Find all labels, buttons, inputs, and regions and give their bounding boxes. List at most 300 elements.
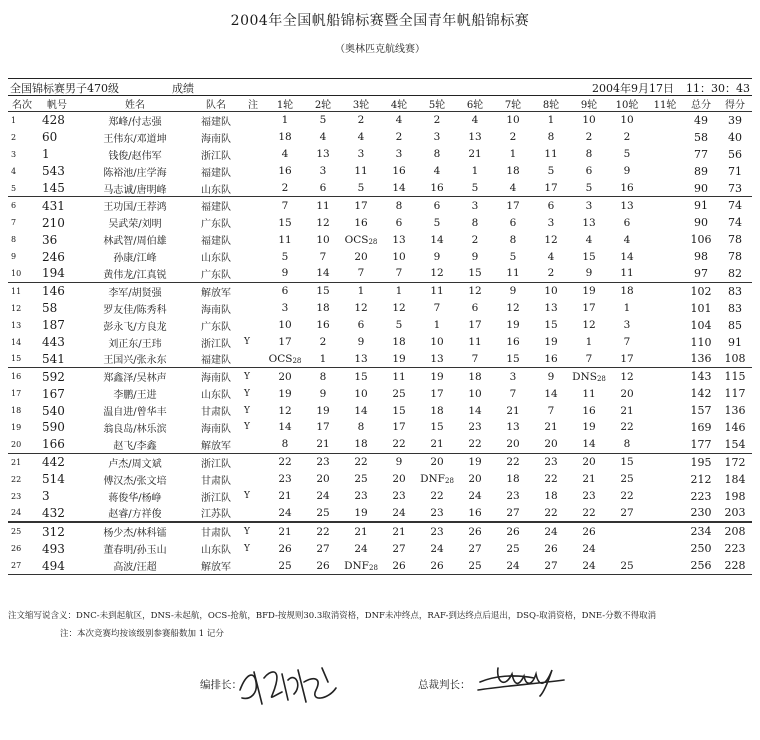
race-score-cell: 21 <box>468 148 482 161</box>
race-score-cell: 15 <box>278 216 292 229</box>
race-score-cell <box>646 163 684 180</box>
race-score-cell: 2 <box>509 131 517 144</box>
race-score-cell: 6 <box>395 216 403 229</box>
race-score-cell: 23 <box>532 453 570 470</box>
sail-number-cell: 514 <box>42 472 65 487</box>
net-score-cell: 78 <box>728 250 742 264</box>
race-score-cell <box>646 214 684 231</box>
race-score-cell: 15 <box>544 319 558 332</box>
net-score-cell: 117 <box>724 387 746 401</box>
result-row <box>8 471 752 488</box>
race-score-cell: 12 <box>608 368 646 385</box>
column-header: 得分 <box>718 96 752 112</box>
race-score-cell: 6 <box>357 319 365 332</box>
race-score-cell: 15 <box>342 368 380 385</box>
race-score-cell: 10 <box>582 114 596 127</box>
race-score-cell: 12 <box>544 233 558 246</box>
race-score-cell: 8 <box>585 148 593 161</box>
race-score-cell: 10 <box>532 282 570 299</box>
race-score-cell: 26 <box>304 557 342 574</box>
total-score-cell: 142 <box>690 387 712 401</box>
race-score-cell: 12 <box>316 216 330 229</box>
race-score-cell: 22 <box>620 421 634 434</box>
race-score-cell: 27 <box>532 557 570 574</box>
team-cell: 福建队 <box>201 355 231 367</box>
note-cell: Y <box>244 388 250 399</box>
race-score-cell: 21 <box>266 522 304 540</box>
total-score-cell: 223 <box>690 489 712 503</box>
race-score-cell: 21 <box>506 404 520 417</box>
race-score-cell: 17 <box>430 387 444 400</box>
result-row <box>8 282 752 299</box>
race-score-cell: 25 <box>506 542 520 555</box>
crew-name-cell: 赵飞/李鑫 <box>113 440 157 452</box>
result-row <box>8 129 752 146</box>
race-score-cell: 22 <box>266 453 304 470</box>
race-score-cell: 21 <box>278 490 292 503</box>
race-score-cell: 9 <box>471 250 479 263</box>
note-cell <box>240 265 266 282</box>
race-score-cell: 11 <box>418 282 456 299</box>
team-cell: 海南队 <box>192 368 240 385</box>
race-score-cell: 17 <box>316 421 330 434</box>
race-score-cell: 8 <box>547 131 555 144</box>
team-cell: 海南队 <box>201 423 231 435</box>
race-score-cell: 27 <box>468 542 482 555</box>
race-score-cell: 26 <box>494 522 532 540</box>
note-cell: Y <box>240 522 266 540</box>
race-score-cell: 10 <box>278 319 292 332</box>
crew-name-cell: 彭永飞/方良龙 <box>103 321 167 333</box>
crew-name-cell: 刘正东/王玮 <box>108 338 162 350</box>
race-score-cell: 21 <box>380 522 418 540</box>
note-cell <box>240 129 266 146</box>
sail-number-cell: 60 <box>42 130 58 145</box>
result-row <box>8 488 752 505</box>
total-score-cell: 91 <box>684 197 718 214</box>
race-score-cell <box>646 300 684 317</box>
result-row <box>8 163 752 180</box>
rank-cell: 8 <box>11 235 17 245</box>
note-cell: Y <box>244 491 250 502</box>
crew-name-cell: 卢杰/周文斌 <box>78 453 192 470</box>
race-score-cell: 7 <box>471 352 479 365</box>
race-score-cell: 21 <box>430 438 444 451</box>
race-score-cell: 15 <box>304 282 342 299</box>
column-header: 9轮 <box>570 96 608 112</box>
race-score-cell: 16 <box>278 165 292 178</box>
race-score-cell: 2 <box>319 336 327 349</box>
race-score-cell: 2 <box>623 131 631 144</box>
team-cell: 福建队 <box>201 116 231 128</box>
race-score-cell: 8 <box>281 438 289 451</box>
race-score-cell: 13 <box>544 302 558 315</box>
race-score-cell: 10 <box>506 114 520 127</box>
race-score-cell: 4 <box>319 131 327 144</box>
race-score-cell: 7 <box>547 404 555 417</box>
race-score-cell: 19 <box>544 336 558 349</box>
crew-name-cell: 陈裕池/庄学海 <box>103 167 167 179</box>
rank-cell: 11 <box>8 282 36 299</box>
race-score-cell: 9 <box>494 282 532 299</box>
race-score-cell: 11 <box>304 197 342 214</box>
race-score-cell: 18 <box>430 404 444 417</box>
race-score-cell: 23 <box>418 522 456 540</box>
crew-name-cell: 郑峰/付志强 <box>108 116 162 128</box>
race-score-cell: 5 <box>357 182 365 194</box>
total-score-cell: 97 <box>694 266 708 280</box>
total-score-cell: 89 <box>694 164 708 178</box>
race-score-cell: 12 <box>430 267 444 280</box>
race-score-cell: 1 <box>585 336 593 349</box>
race-score-cell: 24 <box>494 557 532 574</box>
column-header: 2轮 <box>304 96 342 112</box>
race-score-cell: $OCS_{28}$ <box>268 352 302 365</box>
result-row <box>8 453 752 470</box>
info-bar <box>8 80 752 94</box>
results-label: 成绩 <box>172 82 194 95</box>
race-score-cell: 11 <box>278 233 292 246</box>
race-score-cell: 13 <box>582 216 596 229</box>
total-score-cell: 104 <box>690 318 712 332</box>
race-score-cell: 4 <box>509 182 517 194</box>
crew-name-cell: 温自进/曾华丰 <box>103 407 167 419</box>
sail-number-cell: 167 <box>42 386 65 401</box>
result-row <box>8 180 752 197</box>
column-header: 1轮 <box>266 96 304 112</box>
race-score-cell: 23 <box>506 490 520 503</box>
race-score-cell: 1 <box>547 114 555 127</box>
race-score-cell: 21 <box>620 404 634 417</box>
race-score-cell: 17 <box>468 319 482 332</box>
race-score-cell: 4 <box>585 233 593 246</box>
team-cell: 福建队 <box>201 236 231 248</box>
race-score-cell: 14 <box>468 404 482 417</box>
sail-number-cell: 592 <box>36 368 78 385</box>
team-cell: 广东队 <box>201 269 231 281</box>
race-score-cell: 8 <box>357 421 365 434</box>
race-score-cell <box>608 522 646 540</box>
race-score-cell: 11 <box>620 267 634 280</box>
race-score-cell: 11 <box>544 148 558 161</box>
race-score-cell: 8 <box>433 148 441 161</box>
rank-cell: 15 <box>11 354 22 364</box>
column-header: 总分 <box>684 96 718 112</box>
race-score-cell: 15 <box>506 352 520 365</box>
team-cell: 山东队 <box>201 253 231 265</box>
result-row <box>8 402 752 419</box>
note-cell <box>240 300 266 317</box>
race-score-cell <box>646 248 684 265</box>
team-cell: 浙江队 <box>201 492 231 504</box>
race-score-cell: 24 <box>468 490 482 503</box>
race-score-cell: 10 <box>316 233 330 246</box>
total-score-cell: 143 <box>684 368 718 385</box>
race-score-cell: 2 <box>547 267 555 280</box>
total-score-cell: 102 <box>684 282 718 299</box>
sail-number-cell: 1 <box>42 147 50 162</box>
total-score-cell: 49 <box>694 113 708 127</box>
race-score-cell: 20 <box>570 453 608 470</box>
race-score-cell: 19 <box>278 387 292 400</box>
race-score-cell: 20 <box>544 438 558 451</box>
race-score-cell: 20 <box>620 387 634 400</box>
judge-signature <box>474 660 574 700</box>
net-score-cell: 172 <box>718 453 752 470</box>
race-score-cell <box>646 129 684 146</box>
race-score-cell: 5 <box>547 165 555 178</box>
note-cell <box>240 180 266 197</box>
race-score-cell: 17 <box>494 197 532 214</box>
net-score-cell: 83 <box>718 282 752 299</box>
race-score-cell: 22 <box>620 490 634 503</box>
rank-cell: 3 <box>11 149 17 159</box>
rank-cell: 22 <box>11 474 22 484</box>
net-score-cell: 115 <box>718 368 752 385</box>
sail-number-cell: 590 <box>42 420 65 435</box>
race-score-cell: 9 <box>357 336 365 349</box>
race-score-cell: 26 <box>544 542 558 555</box>
document-title: 2004年全国帆船锦标赛暨全国青年帆船锦标赛 <box>230 13 530 29</box>
race-score-cell: 25 <box>316 506 330 519</box>
column-header: 8轮 <box>532 96 570 112</box>
race-score-cell: 21 <box>342 522 380 540</box>
race-score-cell <box>646 522 684 540</box>
crew-name-cell: 翁良岛/林乐滨 <box>103 423 167 435</box>
race-score-cell: 11 <box>468 336 482 349</box>
crew-name-cell: 李鹏/王进 <box>113 390 157 402</box>
race-score-cell: 17 <box>620 352 634 365</box>
compiler-label: 编排长： <box>200 679 242 691</box>
race-score-cell: 26 <box>570 522 608 540</box>
race-score-cell: 16 <box>354 216 368 229</box>
sail-number-cell: 145 <box>42 181 65 195</box>
race-score-cell: 8 <box>380 197 418 214</box>
crew-name-cell: 孙康/江峰 <box>113 253 157 265</box>
result-row <box>8 522 752 540</box>
total-score-cell: 177 <box>690 437 712 451</box>
sail-number-cell: 36 <box>42 232 58 247</box>
net-score-cell: 73 <box>728 181 742 195</box>
race-score-cell <box>646 317 684 334</box>
crew-name-cell: 王伟东/邓道坤 <box>103 133 167 145</box>
crew-name-cell: 杨少杰/林科镭 <box>78 522 192 540</box>
note-cell <box>240 163 266 180</box>
race-score-cell: 6 <box>532 197 570 214</box>
race-score-cell: 13 <box>430 352 444 365</box>
race-score-cell: 21 <box>544 421 558 434</box>
race-score-cell: 18 <box>544 490 558 503</box>
sail-number-cell: 246 <box>42 249 65 264</box>
race-score-cell: 10 <box>392 250 406 263</box>
note-cell <box>240 282 266 299</box>
race-score-cell: 27 <box>392 542 406 555</box>
sail-number-cell: 442 <box>36 453 78 470</box>
race-score-cell: 16 <box>430 182 444 194</box>
crew-name-cell: 吴武荣/刘明 <box>108 219 162 231</box>
race-score-cell: 5 <box>281 250 289 263</box>
team-cell: 解放军 <box>192 282 240 299</box>
crew-name-cell: 高波/汪超 <box>78 557 192 574</box>
race-score-cell: 26 <box>380 557 418 574</box>
race-score-cell: 22 <box>468 438 482 451</box>
total-score-cell: 157 <box>690 404 712 418</box>
race-score-cell: 1 <box>281 114 289 127</box>
race-score-cell: 3 <box>319 165 327 178</box>
race-score-cell: 20 <box>316 473 330 486</box>
note-cell <box>240 350 266 367</box>
team-cell: 浙江队 <box>201 150 231 162</box>
race-score-cell: 13 <box>468 131 482 144</box>
team-cell: 甘肃队 <box>201 475 231 487</box>
race-score-cell <box>646 402 684 419</box>
race-score-cell: 22 <box>582 506 596 519</box>
team-cell: 山东队 <box>201 390 231 402</box>
sail-number-cell: 541 <box>42 351 65 366</box>
net-score-cell: 146 <box>724 420 746 434</box>
net-score-cell: 71 <box>728 164 742 178</box>
race-score-cell <box>646 504 684 522</box>
race-score-cell: 2 <box>471 233 479 246</box>
race-score-cell: 19 <box>506 319 520 332</box>
column-header: 帆号 <box>36 96 78 112</box>
column-header: 队名 <box>192 96 240 112</box>
rank-cell: 23 <box>11 491 22 501</box>
race-score-cell: 3 <box>395 148 403 161</box>
race-score-cell: 22 <box>544 506 558 519</box>
race-score-cell: 2 <box>433 114 441 127</box>
race-score-cell: 4 <box>471 114 479 127</box>
rank-cell: 5 <box>11 183 17 193</box>
net-score-cell: 184 <box>724 472 746 486</box>
race-score-cell: 3 <box>433 131 441 144</box>
race-score-cell: 4 <box>395 114 403 127</box>
race-score-cell: 1 <box>342 282 380 299</box>
race-score-cell <box>646 419 684 436</box>
race-score-cell: 11 <box>380 368 418 385</box>
sail-number-cell: 210 <box>42 215 65 230</box>
race-score-cell: 24 <box>354 542 368 555</box>
total-score-cell: 98 <box>694 250 708 264</box>
net-score-cell: 78 <box>728 233 742 247</box>
column-header: 姓名 <box>78 96 192 112</box>
race-score-cell <box>646 471 684 488</box>
race-score-cell: 12 <box>506 302 520 315</box>
team-cell: 海南队 <box>201 304 231 316</box>
rank-cell: 19 <box>11 422 22 432</box>
race-score-cell: 4 <box>433 165 441 178</box>
race-score-cell: 6 <box>266 282 304 299</box>
team-cell: 广东队 <box>201 219 231 231</box>
table-header-row <box>8 96 752 112</box>
race-score-cell: 6 <box>509 216 517 229</box>
sail-number-cell: 187 <box>42 318 65 333</box>
race-score-cell: 19 <box>456 453 494 470</box>
race-score-cell <box>646 112 684 129</box>
sail-number-cell: 146 <box>36 282 78 299</box>
result-row <box>8 368 752 385</box>
judge-label: 总裁判长： <box>418 679 471 691</box>
race-score-cell <box>646 385 684 402</box>
race-score-cell: 18 <box>278 131 292 144</box>
race-score-cell: 1 <box>471 165 479 178</box>
total-score-cell: 169 <box>690 420 712 434</box>
race-score-cell: 7 <box>266 197 304 214</box>
race-score-cell: 3 <box>281 302 289 315</box>
rank-cell: 21 <box>8 453 36 470</box>
race-score-cell: 9 <box>585 267 593 280</box>
note-cell <box>240 112 266 129</box>
race-score-cell: 4 <box>547 250 555 263</box>
column-header: 7轮 <box>494 96 532 112</box>
race-score-cell: 10 <box>620 114 634 127</box>
race-score-cell: 6 <box>471 302 479 315</box>
note-cell: Y <box>240 368 266 385</box>
net-score-cell: 208 <box>718 522 752 540</box>
race-score-cell: 3 <box>494 368 532 385</box>
net-score-cell: 83 <box>728 301 742 315</box>
race-score-cell: 23 <box>278 473 292 486</box>
team-cell: 浙江队 <box>201 338 231 350</box>
total-score-cell: 256 <box>684 557 718 574</box>
race-score-cell: 5 <box>395 319 403 332</box>
race-score-cell: 1 <box>509 148 517 161</box>
race-score-cell: 24 <box>278 506 292 519</box>
race-score-cell: 4 <box>357 131 365 144</box>
net-score-cell: 74 <box>728 216 742 230</box>
race-score-cell: 24 <box>570 557 608 574</box>
crew-name-cell: 郑鑫泽/吴林声 <box>78 368 192 385</box>
results-time: 11：30：43 <box>686 82 750 95</box>
column-header: 11轮 <box>646 96 684 112</box>
crew-name-cell: 林武智/周伯雄 <box>103 236 167 248</box>
result-row <box>8 419 752 436</box>
race-score-cell: 9 <box>319 387 327 400</box>
race-score-cell: 2 <box>357 114 365 127</box>
result-row <box>8 300 752 317</box>
sail-number-cell: 540 <box>42 403 65 418</box>
race-score-cell: 16 <box>468 506 482 519</box>
sail-number-cell: 58 <box>42 301 58 316</box>
race-score-cell <box>646 180 684 197</box>
total-score-cell: 77 <box>694 147 708 161</box>
race-score-cell: 16 <box>506 336 520 349</box>
race-score-cell: 24 <box>582 542 596 555</box>
column-header: 注 <box>240 96 266 112</box>
column-header: 10轮 <box>608 96 646 112</box>
race-score-cell <box>646 488 684 505</box>
race-score-cell: 24 <box>316 490 330 503</box>
rank-cell: 1 <box>11 115 17 125</box>
race-score-cell: 20 <box>392 473 406 486</box>
race-score-cell: 19 <box>354 506 368 519</box>
compiler-signature <box>236 660 346 706</box>
note-cell: Y <box>244 422 250 433</box>
race-score-cell: 5 <box>623 148 631 161</box>
race-score-cell: 26 <box>456 522 494 540</box>
race-score-cell: 3 <box>570 197 608 214</box>
race-score-cell: 23 <box>354 490 368 503</box>
result-row <box>8 504 752 522</box>
race-score-cell: 7 <box>319 250 327 263</box>
race-score-cell: $DNF_{28}$ <box>420 473 454 486</box>
race-score-cell <box>646 197 684 214</box>
race-score-cell: 23 <box>392 490 406 503</box>
race-score-cell: 9 <box>532 368 570 385</box>
race-score-cell: 14 <box>582 438 596 451</box>
race-score-cell: 7 <box>509 387 517 400</box>
team-cell: 山东队 <box>201 184 231 196</box>
